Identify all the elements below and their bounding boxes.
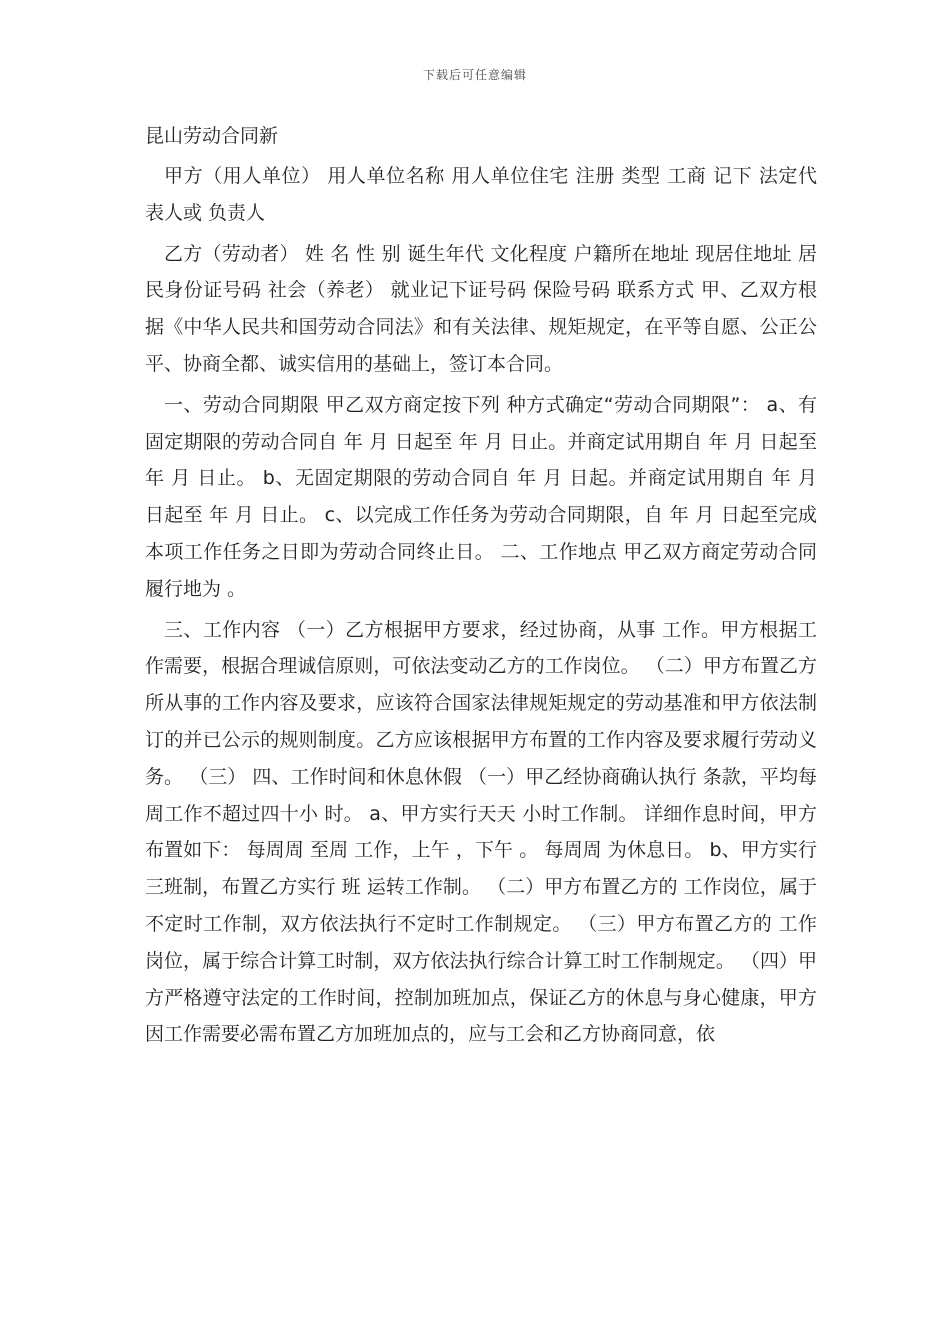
document-body	[145, 118, 817, 1057]
paragraph-party-b: 乙方（劳动者） 姓 名 性 别 诞生年代 文化程度 户籍所在地址 现居住地址 居民身份证号码 社会（养老） 就业记下证号码 保险号码 联系方式 甲、乙双方根据《中华人民共和国劳动合同法》和有关法律、规矩规定，在平等自愿、公正公平、协商全都、诚实信用的基础上，签订本合同。	[145, 242, 817, 375]
document-title: 昆山劳动合同新	[145, 125, 279, 147]
paragraph-party-a: 甲方（用人单位） 用人单位名称 用人单位住宅 注册 类型 工商 记下 法定代 表人或 负责人	[145, 165, 817, 224]
page-header-note: 下载后可任意编辑	[422, 68, 527, 82]
paragraph-contract-term: 一、劳动合同期限 甲乙双方商定按下列 种方式确定“劳动合同期限”： a、有固定期限的劳动合同自 年 月 日起至 年 月 日止。并商定试用期自 年 月 日起至 年 月 日止。 b、无固定期限的劳动合同自 年 月 日起。并商定试用期自 年 月 日起至 年 月 日止。 c、以完成工作任务为劳动合同期限，自 年 月 日起至完成本项工作任务之日即为劳动合同终止日。 二、工作地点 甲乙双方商定劳动合同履行地为 。	[145, 393, 817, 600]
paragraph-work-content: 三、工作内容 （一）乙方根据甲方要求，经过协商，从事 工作。甲方根据工作需要，根据合理诚信原则，可依法变动乙方的工作岗位。 （二）甲方布置乙方所从事的工作内容及要求，应该符合国家法律规矩规定的劳动基准和甲方依法制订的并已公示的规则制度。乙方应该根据甲方布置的工作内容及要求履行劳动义务。 （三） 四、工作时间和休息休假 （一）甲乙经协商确认执行 条款，平均每周工作不超过四十小 时。 a、甲方实行天天 小时工作制。 详细作息时间，甲方布置如下： 每周周 至周 工作，上午 ，下午 。 每周周 为休息日。 b、甲方实行三班制，布置乙方实行 班 运转工作制。 （二）甲方布置乙方的 工作岗位，属于不定时工作制，双方依法执行不定时工作制规定。 （三）甲方布置乙方的 工作岗位，属于综合计算工时制，双方依法执行综合计算工时工作制规定。 （四）甲方严格遵守法定的工作时间，控制加班加点，保证乙方的休息与身心健康，甲方因工作需要必需布置乙方加班加点的，应与工会和乙方协商同意，依	[145, 618, 817, 1046]
